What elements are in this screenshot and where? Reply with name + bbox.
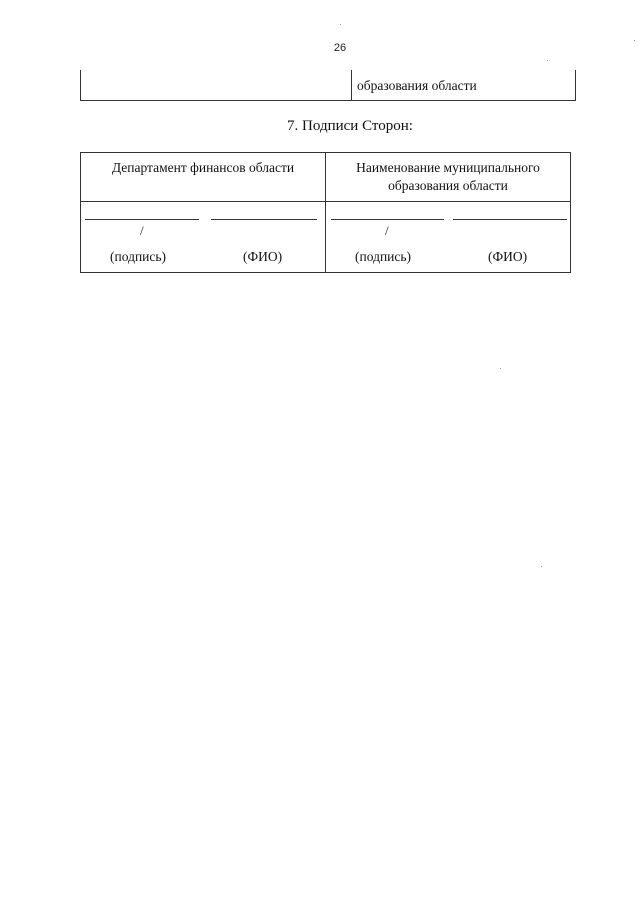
right-party-header <box>326 159 570 195</box>
scan-speck <box>541 566 542 567</box>
section-heading: 7. Подписи Сторон: <box>287 118 413 134</box>
signature-table <box>80 152 571 273</box>
scan-speck <box>500 368 501 369</box>
table-row-divider <box>81 201 570 202</box>
left-party-name: Департамент финансов области <box>111 160 295 175</box>
right-name-caption: (ФИО) <box>488 249 528 264</box>
right-party-name-line2: образования области <box>388 178 508 193</box>
scan-speck <box>547 60 548 61</box>
left-signature-caption: (подпись) <box>110 249 167 264</box>
page-number: 26 <box>333 42 347 54</box>
right-signature-slash: / <box>385 223 389 238</box>
right-signature-line <box>331 219 444 220</box>
continuation-table <box>80 70 576 101</box>
continuation-cell-text: образования области <box>357 78 477 93</box>
left-signature-slash: / <box>140 223 144 238</box>
scan-speck <box>634 40 635 41</box>
left-name-line <box>211 219 317 220</box>
scan-speck <box>340 24 341 25</box>
left-signature-line <box>85 219 199 220</box>
right-signature-caption: (подпись) <box>355 249 412 264</box>
right-name-line <box>453 219 567 220</box>
table-column-divider <box>351 70 352 100</box>
left-name-caption: (ФИО) <box>243 249 283 264</box>
left-party-header <box>81 159 325 177</box>
right-party-name-line1: Наименование муниципального <box>356 160 540 175</box>
